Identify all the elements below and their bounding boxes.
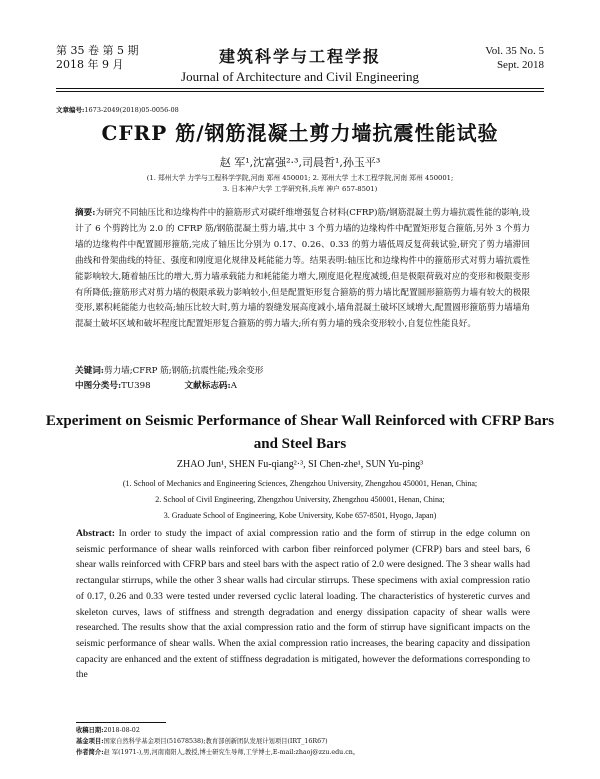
journal-title-en: Journal of Architecture and Civil Engineering — [181, 69, 419, 84]
abstract-cn — [75, 206, 530, 333]
article-number-value: 1673-2049(2018)05-0056-08 — [84, 106, 179, 114]
received-date — [76, 725, 546, 736]
authors-en: ZHAO Jun¹, SHEN Fu-qiang²·³, SI Chen-zhe¹, SUN Yu-ping³ — [176, 459, 424, 470]
journal-header — [56, 44, 544, 86]
received-label: 收稿日期: — [76, 727, 104, 734]
abstract-en — [76, 526, 530, 683]
fund-value: 国家自然科学基金项目(51678538);教育部创新团队发展计划项目(IRT_16R67) — [103, 738, 328, 745]
paper-title-en: Experiment on Seismic Performance of Shear Wall Reinforced with CFRP Bars and Steel Bars — [45, 413, 555, 452]
abstract-cn-label: 摘要: — [75, 208, 96, 218]
clc-value: TU398 — [121, 381, 151, 391]
affiliations-en — [40, 476, 560, 524]
article-number-label: 文章编号: — [56, 106, 85, 114]
affiliation-en-line: 2. School of Civil Engineering, Zhengzhou University, Zhengzhou 450001, Henan, China; — [155, 495, 445, 504]
abstract-en-text: In order to study the impact of axial compression ratio and the form of stirrup in the edge column on seismic performance of shear walls reinforced with carbon fiber reinforced polymer (CFRP) bars and steel bars, 6 shear walls reinforced with CFRP bars and steel bars with the aspect ratio of 2.0 were designed. The 3 shear walls had rectangular stirrups, while the other 3 shear walls had circular stirrups. These specimens with axial compression ratio of 0.17, 0.26 and 0.33 were tested under reversed cyclic lateral loading. The characteristics of hysteretic curves and skeleton curves, laws of stiffness and strength degradation and energy dissipation capacity of shear walls were researched. The results show that the axial compression ratio and the form of stirrup have significant impacts on the seismic performance of shear walls. When the axial compression ratio increases, the bearing capacity and dissipation capacity are enhanced and the extent of stiffness degradation is mitigated, however the deformations corresponding to the — [76, 528, 530, 681]
header-divider-bottom — [56, 91, 544, 92]
journal-name — [56, 44, 544, 85]
fund-info — [76, 736, 546, 747]
affiliation-cn-line: 3. 日本神户大学 工学研究科,兵库 神户 657-8501) — [222, 185, 378, 193]
document-code-label: 文献标志码: — [184, 381, 231, 391]
affiliation-cn-line: (1. 郑州大学 力学与工程科学学院,河南 郑州 450001; 2. 郑州大学 土木工程学院,河南 郑州 450001; — [146, 174, 454, 182]
affiliation-en-line: 3. Graduate School of Engineering, Kobe University, Kobe 657-8501, Hyogo, Japan) — [163, 511, 437, 520]
issue-info-en — [485, 44, 544, 72]
article-number — [56, 105, 179, 114]
paper-title-cn: CFRP 筋/钢筋混凝土剪力墙抗震性能试验 — [101, 121, 499, 145]
volume-issue-en: Vol. 35 No. 5 — [485, 45, 544, 57]
date-en: Sept. 2018 — [496, 59, 544, 71]
keywords-cn — [75, 364, 263, 376]
abstract-en-label: Abstract: — [76, 528, 115, 539]
journal-title-cn: 建筑科学与工程学报 — [218, 47, 381, 66]
classification-line — [75, 379, 237, 391]
document-code-value: A — [230, 381, 237, 391]
keywords-cn-text: 剪力墙;CFRP 筋;钢筋;抗震性能;残余变形 — [103, 366, 264, 376]
date-cn: 2018 年 9 月 — [56, 58, 124, 71]
authors-cn: 赵 军¹,沈富强²·³,司晨哲¹,孙玉平³ — [219, 156, 381, 169]
footnote-divider — [76, 722, 166, 723]
footnote — [76, 725, 546, 758]
volume-issue-cn: 第 35 卷 第 5 期 — [56, 44, 139, 57]
header-divider-top — [56, 88, 544, 89]
fund-label: 基金项目: — [76, 738, 104, 745]
clc-label: 中图分类号: — [75, 381, 122, 391]
keywords-cn-label: 关键词: — [75, 366, 104, 376]
author-bio-label: 作者简介: — [76, 749, 104, 756]
affiliation-en-line: (1. School of Mechanics and Engineering Sciences, Zhengzhou University, Zhengzhou 450001, Henan, China; — [122, 479, 478, 488]
abstract-cn-text: 为研究不同轴压比和边缘构件中的箍筋形式对碳纤维增强复合材料(CFRP)筋/钢筋混凝土剪力墙抗震性能的影响,设计了 6 个剪跨比为 2.0 的 CFRP 筋/钢筋混凝土剪力墙,其中 3 个剪力墙的边缘构件中配置矩形复合箍筋,另外 3 个剪力墙的边缘构件中配置圆形箍筋,完成了轴压比分别为 0.17、0.26、0.33 的剪力墙低周反复荷载试验,研究了剪力墙滞回曲线和骨架曲线的特征、强度和刚度退化规律及耗能能力等。结果表明:轴压比和边缘构件中的箍筋形式对剪力墙抗震性能影响较大,随着轴压比的增大,剪力墙承载能力和耗能能力增大,刚度退化程度减缓,但是极限荷载对应的变形和极限变形有所降低;箍筋形式对剪力墙的极限承载力影响较小,但是配置矩形复合箍筋的剪力墙比配置圆形箍筋剪力墙有较大的极限变形,累积耗能能力也较高;轴压比较大时,剪力墙的裂缝发展高度减小,墙角混凝土破坏区域增大,配置圆形箍筋剪力墙墙角混凝土破坏区域和破坏程度比配置矩形复合箍筋的剪力墙大;所有剪力墙的残余变形较小,自复位性能良好。 — [75, 208, 530, 330]
affiliations-cn — [60, 173, 540, 195]
author-bio-value: 赵 军(1971-),男,河南南阳人,教授,博士研究生导师,工学博士,E-mail:zhaoj@zzu.edu.cn。 — [103, 749, 360, 756]
received-value: 2018-08-02 — [103, 727, 140, 734]
author-bio — [76, 747, 546, 758]
